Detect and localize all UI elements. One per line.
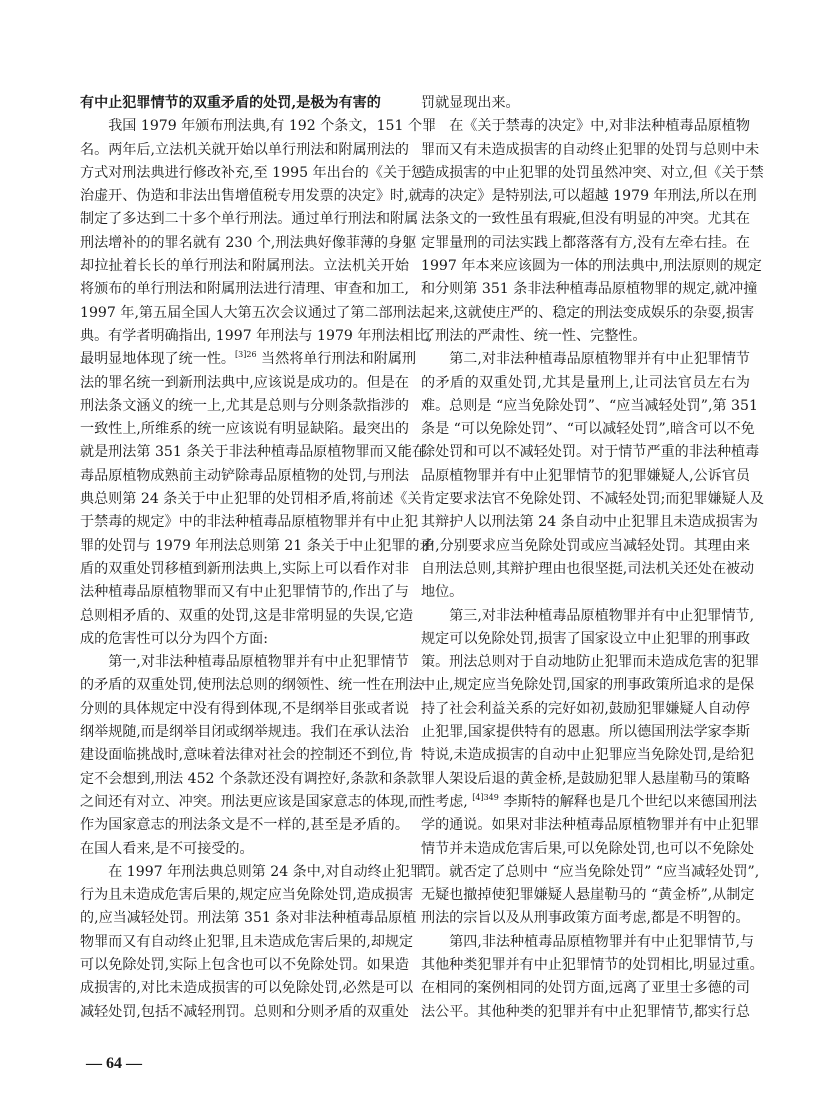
page-number: — 64 — xyxy=(86,1055,142,1072)
text-line: 就是刑法第 351 条关于非法种植毒品原植物罪而又能在 xyxy=(80,444,426,461)
right-column xyxy=(421,92,764,1024)
text-line: 在 1997 年刑法典总则第 24 条中,对自动终止犯罪 xyxy=(108,863,424,880)
text-line: 条是 “可以免除处罚”、“可以减轻处罚”,暗含可以不免 xyxy=(421,421,755,438)
paragraph xyxy=(421,92,750,115)
text-line: 法种植毒品原植物罪而又有中止犯罪情节的,作出了与 xyxy=(80,584,409,601)
line-text: 性考虑, xyxy=(421,793,473,810)
text-line: 定不会想到,刑法 452 个条款还没有调控好,条款和条款 xyxy=(80,770,421,787)
citation-reference: [4]349 xyxy=(472,792,499,802)
citation-reference: [3]26 xyxy=(235,350,257,360)
text-line: 无疑也撤掉使犯罪嫌疑人悬崖勒马的 “黄金桥”,从制定 xyxy=(421,887,755,904)
text-line: 1997 年,第五届全国人大第五次会议通过了第二部刑法 xyxy=(80,304,421,321)
text-line: 刑法增补的的罪名就有 230 个,刑法典好像菲薄的身躯 xyxy=(80,234,417,251)
text-line: 典总则第 24 条关于中止犯罪的处罚相矛盾,将前述《关 xyxy=(80,491,422,508)
text-line: 的矛盾的双重处罚,尤其是量刑上,让司法官员左右为 xyxy=(421,374,750,391)
text-line: 在国人看来,是不可接受的。 xyxy=(80,840,254,857)
text-line: 毒的决定》是特别法,可以超越 1979 年刑法,所以在刑 xyxy=(421,188,757,205)
text-line: 中止,规定应当免除处罚,国家的刑事政策所追求的是保 xyxy=(421,677,755,694)
text-line: 1997 年本来应该圆为一体的刑法典中,刑法原则的规定 xyxy=(421,258,762,275)
text-line: 减轻处罚,包括不减轻刑罚。总则和分则矛盾的双重处 xyxy=(80,1003,409,1020)
text-line: 治虚开、伪造和非法出售增值税专用发票的决定》时,就 xyxy=(80,188,423,205)
text-line: 之间还有对立、冲突。刑法更应该是国家意志的体现,而 xyxy=(80,793,423,810)
text-line: 刑法条文涵义的统一上,尤其是总则与分则条款指涉的 xyxy=(80,397,409,414)
text-line: 分则的具体规定中没有得到体现,不是纲举目张或者说 xyxy=(80,700,409,717)
text-line xyxy=(80,348,417,371)
text-line: 物罪而又有自动终止犯罪,且未造成危害后果的,却规定 xyxy=(80,933,414,950)
text-line: 第二,对非法种植毒品原植物罪并有中止犯罪情节 xyxy=(449,351,750,368)
paragraph xyxy=(421,115,764,348)
text-line: 罚就显现出来。 xyxy=(421,95,520,111)
text-line: 定罪量刑的司法实践上都落落有方,没有左牵右挂。在 xyxy=(421,234,750,251)
text-line: 我国 1979 年颁布刑法典,有 192 个条文，151 个罪 xyxy=(108,118,437,135)
text-line: 在《关于禁毒的决定》中,对非法种植毒品原植物 xyxy=(449,118,750,135)
paragraph xyxy=(421,931,764,1024)
text-line: 和分则第 351 条非法种植毒品原植物罪的规定,就冲撞 xyxy=(421,281,758,298)
text-line: 罪人架设后退的黄金桥,是鼓励犯罪人悬崖勒马的策略 xyxy=(421,770,750,787)
text-line: 第一,对非法种植毒品原植物罪并有中止犯罪情节 xyxy=(108,654,409,671)
text-line: 可以免除处罚,实际上包含也可以不免除处罚。如果造 xyxy=(80,956,409,973)
paragraph xyxy=(421,605,760,931)
text-line: 的矛盾的双重处罚,使刑法总则的纲领性、统一性在刑法 xyxy=(80,677,423,694)
text-line: 作为国家意志的刑法条文是不一样的,甚至是矛盾的。 xyxy=(80,817,409,834)
text-line: 起来,这就使庄严的、稳定的刑法变成娱乐的杂耍,损害 xyxy=(421,304,755,321)
text-line: 持了社会利益关系的完好如初,鼓励犯罪嫌疑人自动停 xyxy=(421,700,750,717)
text-line: 典。有学者明确指出, 1997 年刑法与 1979 年刑法相比, xyxy=(80,327,433,344)
text-line: 总则相矛盾的、双重的处罚,这是非常明显的失误,它造 xyxy=(80,607,414,624)
text-line: 方式对刑法典进行修改补充,至 1995 年出台的《关于惩 xyxy=(80,164,426,181)
text-line: 情节并未造成危害后果,可以免除处罚,也可以不免除处 xyxy=(421,840,755,857)
text-line: 策。刑法总则对于自动地防止犯罪而未造成危害的犯罪 xyxy=(421,654,760,671)
text-line: 罪而又有未造成损害的自动终止犯罪的处罚与总则中未 xyxy=(421,141,760,158)
paragraph xyxy=(80,861,424,1024)
line-text: 最明显地体现了统一性。 xyxy=(80,351,236,368)
text-line: 在相同的案例相同的处罚方面,远离了亚里士多德的司 xyxy=(421,980,750,997)
text-line xyxy=(421,791,758,814)
text-line: 建设面临挑战时,意味着法律对社会的控制还不到位,肯 xyxy=(80,747,414,764)
text-line: 法公平。其他种类的犯罪并有中止犯罪情节,都实行总 xyxy=(421,1003,750,1020)
text-line: 却拉扯着长长的单行刑法和附属刑法。立法机关开始 xyxy=(80,258,409,275)
text-line: 法的罪名统一到新刑法典中,应该说是成功的。但是在 xyxy=(80,374,409,391)
text-line: 学的通说。如果对非法种植毒品原植物罪并有中止犯罪 xyxy=(421,817,760,834)
text-line: 由,分别要求应当免除处罚或应当减轻处罚。其理由来 xyxy=(421,537,750,554)
text-line: 有中止犯罪情节的双重矛盾的处罚,是极为有害的 xyxy=(80,95,381,111)
text-line: 制定了多达到二十多个单行刑法。通过单行刑法和附属 xyxy=(80,211,419,228)
text-line: 规定可以免除处罚,损害了国家设立中止犯罪的刑事政 xyxy=(421,630,750,647)
text-line: 第四,非法种植毒品原植物罪并有中止犯罪情节,与 xyxy=(449,933,755,950)
text-line: 罪的处罚与 1979 年刑法总则第 21 条关于中止犯罪的矛 xyxy=(80,537,434,554)
text-line: 将颁布的单行刑法和附属刑法进行清理、审查和加工, xyxy=(80,281,409,298)
text-line: 第三,对非法种植毒品原植物罪并有中止犯罪情节, xyxy=(449,607,755,624)
text-line: 法条文的一致性虽有瑕疵,但没有明显的冲突。尤其在 xyxy=(421,211,750,228)
text-line: 成的危害性可以分为四个方面: xyxy=(80,630,268,647)
text-line: 成损害的,对比未造成损害的可以免除处罚,必然是可以 xyxy=(80,980,414,997)
text-line: 造成损害的中止犯罪的处罚虽然冲突、对立,但《关于禁 xyxy=(421,164,764,181)
text-line: 罚。就否定了总则中 “应当免除处罚” “应当减轻处罚”, xyxy=(421,863,760,880)
text-line: 地位。 xyxy=(421,584,464,601)
text-line: 其他种类犯罪并有中止犯罪情节的处罚相比,明显过重。 xyxy=(421,956,764,973)
paragraph xyxy=(80,115,437,651)
paragraph xyxy=(421,348,764,604)
paragraph xyxy=(80,651,423,861)
text-line: 刑法的宗旨以及从刑事政策方面考虑,都是不明智的。 xyxy=(421,910,750,927)
text-line: 了刑法的严肃性、统一性、完整性。 xyxy=(421,327,647,344)
text-line: 的,应当减轻处罚。刑法第 351 条对非法种植毒品原植 xyxy=(80,910,417,927)
text-line: 名。两年后,立法机关就开始以单行刑法和附属刑法的 xyxy=(80,141,409,158)
text-line: 其辩护人以刑法第 24 条自动中止犯罪且未造成损害为 xyxy=(421,514,758,531)
text-line: 自刑法总则,其辩护理由也很坚挺,司法机关还处在被动 xyxy=(421,560,755,577)
text-line: 肯定要求法官不免除处罚、不减轻处罚;而犯罪嫌疑人及 xyxy=(421,491,764,508)
text-line: 难。总则是 “应当免除处罚”、“应当减轻处罚”,第 351 xyxy=(421,397,758,414)
text-line: 特说,未造成损害的自动中止犯罪应当免除处罚,是给犯 xyxy=(421,747,755,764)
text-line: 一致性上,所维系的统一应该说有明显缺陷。最突出的 xyxy=(80,421,409,438)
line-text: 当然将单行刑法和附属刑 xyxy=(256,351,417,368)
text-line: 盾的双重处罚移植到新刑法典上,实际上可以看作对非 xyxy=(80,560,409,577)
text-line: 毒品原植物成熟前主动铲除毒品原植物的处罚,与刑法 xyxy=(80,467,409,484)
line-text: 李斯特的解释也是几个世纪以来德国刑法 xyxy=(498,793,758,810)
text-line: 品原植物罪并有中止犯罪情节的犯罪嫌疑人,公诉官员 xyxy=(421,467,750,484)
text-line: 行为且未造成危害后果的,规定应当免除处罚,造成损害 xyxy=(80,887,414,904)
text-line: 于禁毒的规定》中的非法种植毒品原植物罪并有中止犯 xyxy=(80,514,419,531)
left-column xyxy=(80,92,437,1024)
paragraph xyxy=(80,92,409,115)
text-line: 除处罚和可以不减轻处罚。对于情节严重的非法种植毒 xyxy=(421,444,760,461)
text-line: 纲举规随,而是纲举目闭或纲举规违。我们在承认法治 xyxy=(80,724,409,741)
text-line: 止犯罪,国家提供特有的恩惠。所以德国刑法学家李斯 xyxy=(421,724,750,741)
